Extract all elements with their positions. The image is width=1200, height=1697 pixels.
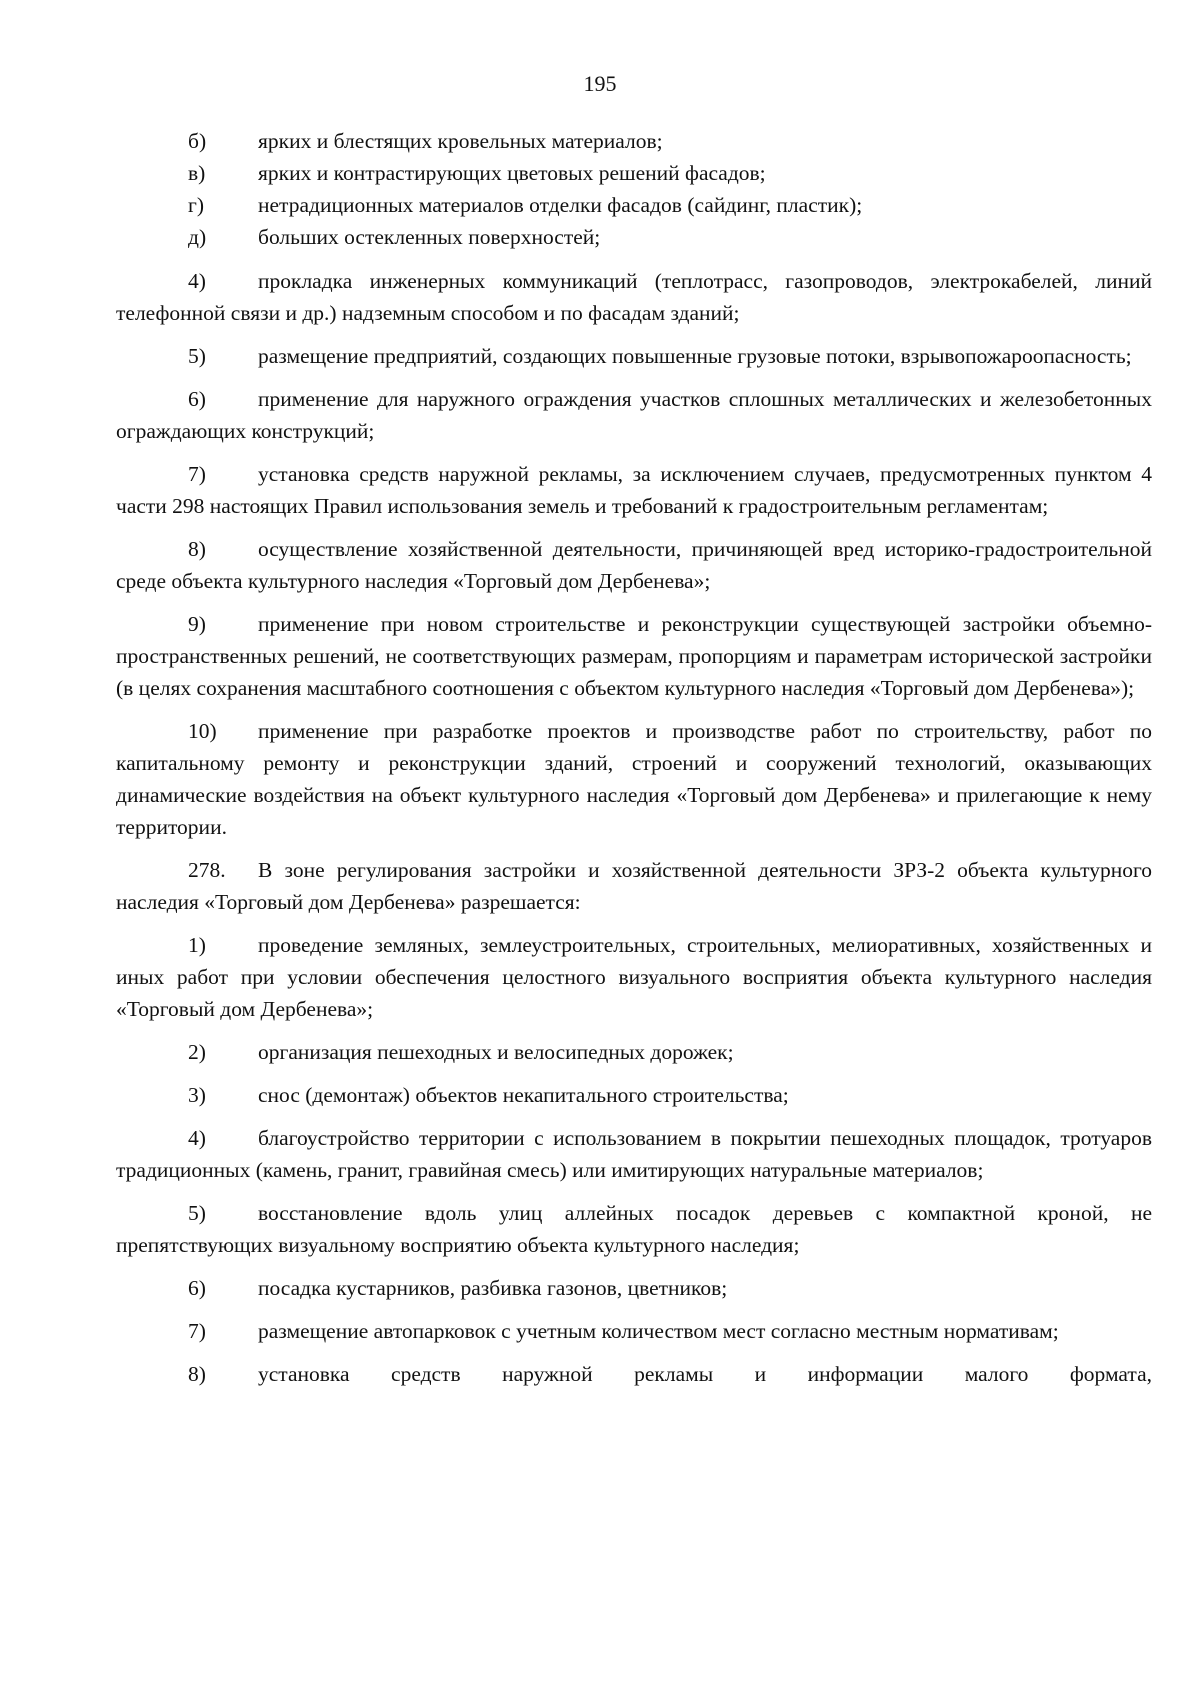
list-item: [116, 221, 1152, 253]
list-item-text: больших остекленных поверхностей;: [258, 225, 601, 249]
paragraph-text: посадка кустарников, разбивка газонов, цветников;: [258, 1276, 728, 1300]
paragraph-number: 1): [188, 933, 206, 957]
paragraph: [116, 1197, 1152, 1261]
paragraph: [116, 383, 1152, 447]
paragraph-number: 5): [188, 1201, 206, 1225]
paragraph-text: применение при новом строительстве и реконструкции существующей застройки объемно-пространственных решений, не соответствующих размерам, пропорциям и параметрам исторической застройки (в целях сохранения масштабного соотношения с объектом культурного наследия «Торговый дом Дербенева»);: [116, 612, 1152, 700]
paragraph: [116, 1036, 1152, 1068]
paragraph-text: размещение предприятий, создающих повышенные грузовые потоки, взрывопожароопасность;: [258, 344, 1132, 368]
paragraph-number: 9): [188, 612, 206, 636]
paragraph-text: прокладка инженерных коммуникаций (теплотрасс, газопроводов, электрокабелей, линий телефонной связи и др.) надземным способом и по фасадам зданий;: [116, 269, 1152, 325]
list-item: [116, 189, 1152, 221]
list-item: [116, 125, 1152, 157]
list-item-number: б): [188, 129, 207, 153]
page-number: 195: [583, 71, 617, 96]
clause-paragraph: [116, 854, 1152, 918]
paragraph: [116, 340, 1152, 372]
clause-number: 278.: [188, 858, 226, 882]
paragraph-text: установка средств наружной рекламы и информации малого формата,: [258, 1362, 1152, 1386]
paragraph-text: установка средств наружной рекламы, за исключением случаев, предусмотренных пунктом 4 части 298 настоящих Правил использования земель и требований к градостроительным регламентам;: [116, 462, 1152, 518]
paragraph-number: 8): [188, 1362, 206, 1386]
paragraph-number: 2): [188, 1040, 206, 1064]
list-item-number: в): [188, 161, 206, 185]
document-body: [116, 125, 1152, 1390]
paragraph: [116, 1272, 1152, 1304]
paragraph: [116, 1358, 1152, 1390]
paragraph-text: применение при разработке проектов и производстве работ по строительству, работ по капитальному ремонту и реконструкции зданий, строений и сооружений технологий, оказывающих динамические воздействия на объект культурного наследия «Торговый дом Дербенева» и прилегающие к нему территории.: [116, 719, 1152, 839]
paragraph-text: организация пешеходных и велосипедных дорожек;: [258, 1040, 734, 1064]
paragraph: [116, 929, 1152, 1025]
paragraph: [116, 1122, 1152, 1186]
list-item-number: г): [188, 193, 204, 217]
clause-text: В зоне регулирования застройки и хозяйственной деятельности ЗРЗ-2 объекта культурного наследия «Торговый дом Дербенева» разрешается:: [116, 858, 1152, 914]
paragraph-number: 3): [188, 1083, 206, 1107]
paragraph-text: снос (демонтаж) объектов некапитального строительства;: [258, 1083, 789, 1107]
list-item-text: нетрадиционных материалов отделки фасадов (сайдинг, пластик);: [258, 193, 863, 217]
list-item-text: ярких и контрастирующих цветовых решений фасадов;: [258, 161, 766, 185]
paragraph-number: 5): [188, 344, 206, 368]
paragraph-number: 6): [188, 1276, 206, 1300]
paragraph-number: 7): [188, 462, 206, 486]
paragraph-number: 10): [188, 719, 217, 743]
paragraph-number: 4): [188, 269, 206, 293]
paragraph: [116, 458, 1152, 522]
list-item-number: д): [188, 225, 207, 249]
paragraph-text: проведение земляных, землеустроительных, строительных, мелиоративных, хозяйственных и иных работ при условии обеспечения целостного визуального восприятия объекта культурного наследия «Торговый дом Дербенева»;: [116, 933, 1152, 1021]
paragraph-number: 6): [188, 387, 206, 411]
paragraph: [116, 1079, 1152, 1111]
paragraph: [116, 533, 1152, 597]
paragraph: [116, 608, 1152, 704]
list-item: [116, 157, 1152, 189]
paragraph-number: 8): [188, 537, 206, 561]
paragraph-text: благоустройство территории с использованием в покрытии пешеходных площадок, тротуаров традиционных (камень, гранит, гравийная смесь) или имитирующих натуральные материалов;: [116, 1126, 1152, 1182]
paragraph-text: восстановление вдоль улиц аллейных посадок деревьев с компактной кроной, не препятствующих визуальному восприятию объекта культурного наследия;: [116, 1201, 1152, 1257]
paragraph-number: 7): [188, 1319, 206, 1343]
paragraph-number: 4): [188, 1126, 206, 1150]
paragraph-text: осуществление хозяйственной деятельности, причиняющей вред историко-градостроительной среде объекта культурного наследия «Торговый дом Дербенева»;: [116, 537, 1152, 593]
paragraph: [116, 715, 1152, 843]
paragraph: [116, 1315, 1152, 1347]
paragraph-text: размещение автопарковок с учетным количеством мест согласно местным нормативам;: [258, 1319, 1059, 1343]
paragraph: [116, 265, 1152, 329]
paragraph-text: применение для наружного ограждения участков сплошных металлических и железобетонных ограждающих конструкций;: [116, 387, 1152, 443]
list-item-text: ярких и блестящих кровельных материалов;: [258, 129, 663, 153]
